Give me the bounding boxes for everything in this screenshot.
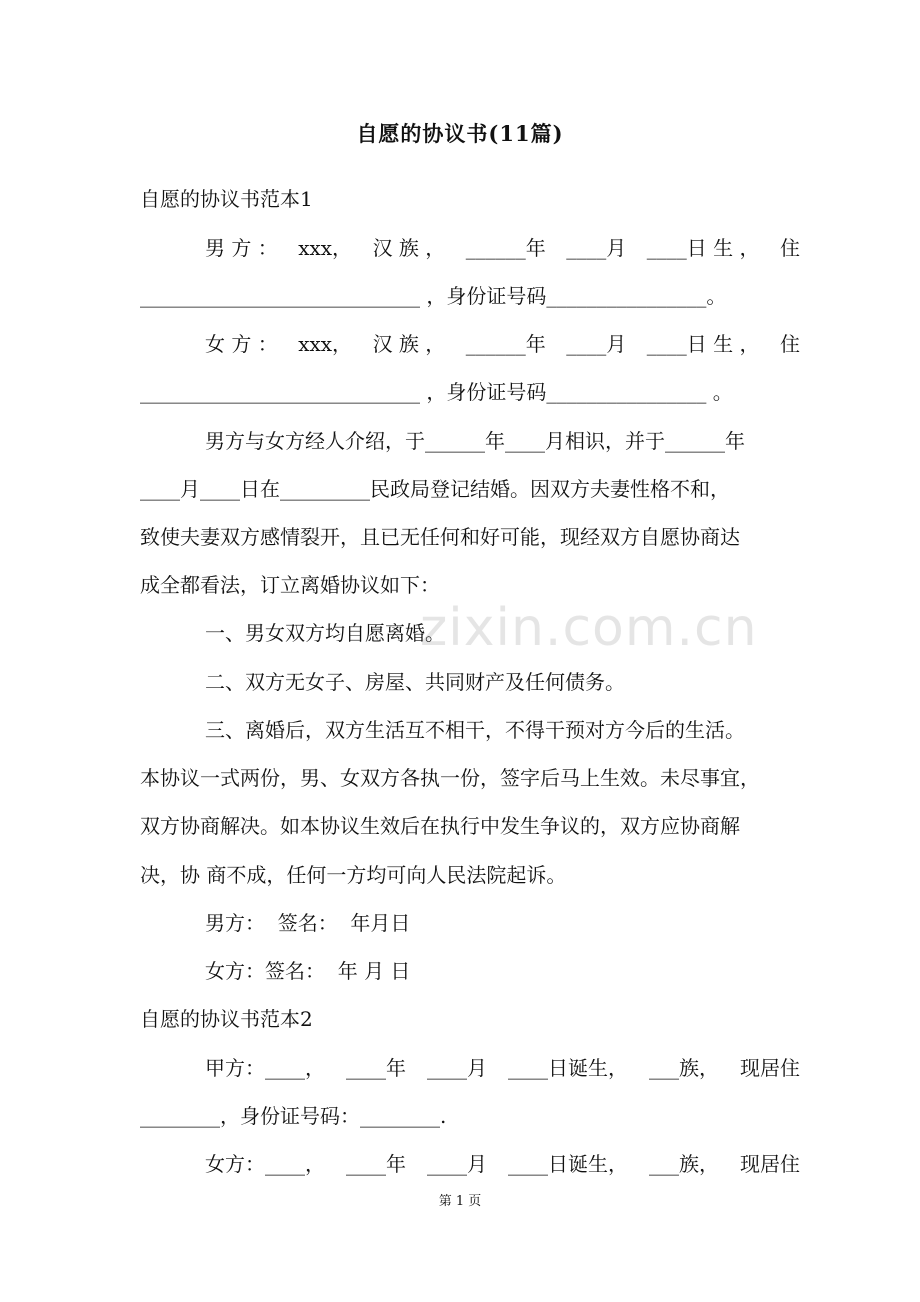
intro-paragraph-line-4: 成全都看法，订立离婚协议如下： bbox=[140, 573, 440, 597]
text-segment: ____日 生 ， bbox=[646, 332, 760, 356]
text-segment: ____日诞生， bbox=[508, 1152, 628, 1176]
document-title: 自愿的协议书(11篇) bbox=[356, 121, 564, 146]
male-party-line-2: ____________________________ ，身份证号码________________。 bbox=[140, 284, 727, 308]
intro-paragraph-line-1: 男方与女方经人介绍，于______年____月相识，并于______年 bbox=[205, 429, 745, 453]
text-segment: ____日 生 ， bbox=[646, 236, 760, 260]
text-segment: ______年 bbox=[465, 332, 546, 356]
term-1: 一、男女双方均自愿离婚。 bbox=[205, 621, 445, 645]
term-3-line-4: 决，协 商不成，任何一方均可向人民法院起诉。 bbox=[140, 863, 567, 887]
text-segment: ____月 bbox=[427, 1152, 487, 1176]
text-segment: 女方：____， bbox=[205, 1152, 325, 1176]
text-segment: ____月 bbox=[427, 1056, 487, 1080]
page-number: 第 1 页 bbox=[438, 1194, 482, 1209]
term-3-line-3: 双方协商解决。如本协议生效后在执行中发生争议的，双方应协商解 bbox=[140, 814, 740, 838]
watermark: zixin.com.cn bbox=[420, 598, 758, 658]
text-segment: 现居住 bbox=[740, 1056, 800, 1080]
text-segment: 现居住 bbox=[740, 1152, 800, 1176]
text-segment: xxx， bbox=[298, 236, 353, 260]
text-segment: ___族， bbox=[649, 1056, 719, 1080]
text-segment: 汉 族 ， bbox=[372, 236, 446, 260]
section-heading-sample-2: 自愿的协议书范本2 bbox=[140, 1007, 313, 1031]
signature-male: 男方： 签名： 年月日 bbox=[205, 911, 411, 935]
female-party-line-2: ____________________________ ，身份证号码________________ 。 bbox=[140, 380, 733, 404]
term-2: 二、双方无女子、房屋、共同财产及任何债务。 bbox=[205, 670, 625, 694]
female-party-line-1 bbox=[205, 329, 800, 359]
male-party-line-1 bbox=[205, 233, 800, 263]
signature-female: 女方：签名： 年 月 日 bbox=[205, 959, 411, 983]
text-segment: 汉 族 ， bbox=[372, 332, 446, 356]
text-segment: ____年 bbox=[346, 1152, 406, 1176]
text-segment: ___族， bbox=[649, 1152, 719, 1176]
text-segment: ____年 bbox=[346, 1056, 406, 1080]
text-segment: 住 bbox=[780, 332, 800, 356]
text-segment: 女 方 ： bbox=[205, 332, 278, 356]
text-segment: ______年 bbox=[465, 236, 546, 260]
text-segment: xxx， bbox=[298, 332, 353, 356]
term-3-line-1: 三、离婚后，双方生活互不相干，不得干预对方今后的生活。 bbox=[205, 718, 745, 742]
text-segment: 甲方：____， bbox=[205, 1056, 325, 1080]
text-segment: ____月 bbox=[566, 236, 627, 260]
text-segment: 男 方 ： bbox=[205, 236, 278, 260]
text-segment: ____日诞生， bbox=[508, 1056, 628, 1080]
term-3-line-2: 本协议一式两份，男、女双方各执一份，签字后马上生效。未尽事宜， bbox=[140, 766, 760, 790]
party-a-line-2: ________，身份证号码：________. bbox=[140, 1104, 447, 1128]
intro-paragraph-line-3: 致使夫妻双方感情裂开，且已无任何和好可能，现经双方自愿协商达 bbox=[140, 525, 740, 549]
female-party-sample2-line-1 bbox=[205, 1149, 800, 1179]
text-segment: 住 bbox=[780, 236, 800, 260]
text-segment: ____月 bbox=[566, 332, 627, 356]
party-a-line-1 bbox=[205, 1053, 800, 1083]
section-heading-sample-1: 自愿的协议书范本1 bbox=[140, 187, 313, 211]
intro-paragraph-line-2: ____月____日在_________民政局登记结婚。因双方夫妻性格不和， bbox=[140, 477, 730, 501]
